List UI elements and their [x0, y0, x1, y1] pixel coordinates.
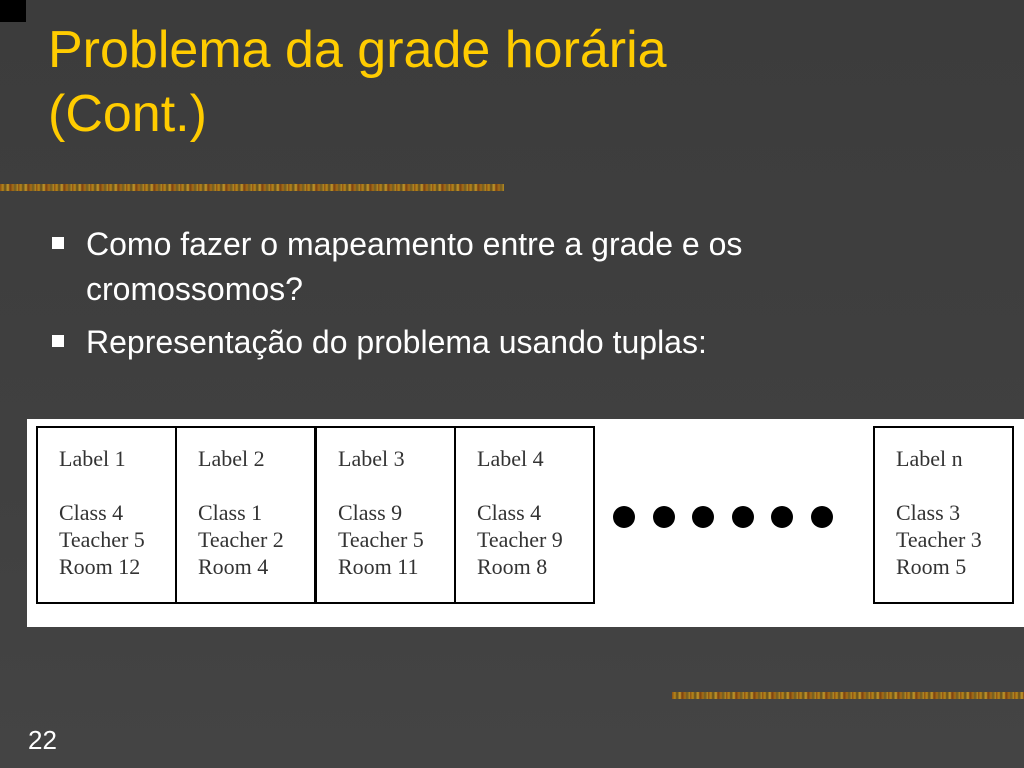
tuple-teacher: Teacher 9 — [477, 527, 563, 552]
bullet-list — [46, 222, 946, 373]
tuple-class: Class 4 — [59, 500, 124, 525]
tuple-box-3 — [315, 426, 456, 604]
tuple-class: Class 1 — [198, 500, 263, 525]
tuple-teacher: Teacher 3 — [896, 527, 982, 552]
page-number: 22 — [28, 725, 57, 755]
footer-divider — [672, 692, 1024, 699]
bullet-item — [46, 320, 946, 365]
tuple-teacher: Teacher 2 — [198, 527, 284, 552]
tuple-teacher: Teacher 5 — [59, 527, 145, 552]
square-bullet-icon — [52, 335, 64, 347]
square-bullet-icon — [52, 237, 64, 249]
tuple-teacher: Teacher 5 — [338, 527, 424, 552]
ellipsis-dot — [732, 506, 754, 528]
tuple-box-n — [873, 426, 1014, 604]
tuple-box-4 — [454, 426, 595, 604]
ellipsis-dot — [653, 506, 675, 528]
tuple-class: Class 9 — [338, 500, 403, 525]
tuple-diagram — [27, 419, 1024, 627]
ellipsis-dot — [811, 506, 833, 528]
tuple-room: Room 4 — [198, 554, 269, 579]
bullet-text: Representação do problema usando tuplas: — [86, 324, 707, 360]
title-divider — [0, 184, 504, 191]
tuple-label: Label 2 — [198, 446, 265, 471]
tuple-box-2 — [175, 426, 316, 604]
corner-mark — [0, 0, 26, 22]
slide-title-line-1: Problema da grade horária — [48, 21, 667, 79]
ellipsis-dots — [613, 506, 843, 530]
ellipsis-dot — [613, 506, 635, 528]
tuple-class: Class 4 — [477, 500, 542, 525]
bullet-text: Como fazer o mapeamento entre a grade e os cromossomos? — [86, 226, 743, 307]
tuple-label: Label n — [896, 446, 963, 471]
tuple-label: Label 1 — [59, 446, 126, 471]
ellipsis-dot — [771, 506, 793, 528]
tuple-room: Room 12 — [59, 554, 141, 579]
tuple-room: Room 8 — [477, 554, 548, 579]
tuple-label: Label 3 — [338, 446, 405, 471]
tuple-box-1 — [36, 426, 177, 604]
slide-title-line-2: (Cont.) — [48, 85, 207, 143]
slide-title — [48, 18, 988, 146]
tuple-class: Class 3 — [896, 500, 961, 525]
ellipsis-dot — [692, 506, 714, 528]
tuple-room: Room 5 — [896, 554, 967, 579]
bullet-item — [46, 222, 946, 312]
tuple-room: Room 11 — [338, 554, 419, 579]
tuple-label: Label 4 — [477, 446, 544, 471]
